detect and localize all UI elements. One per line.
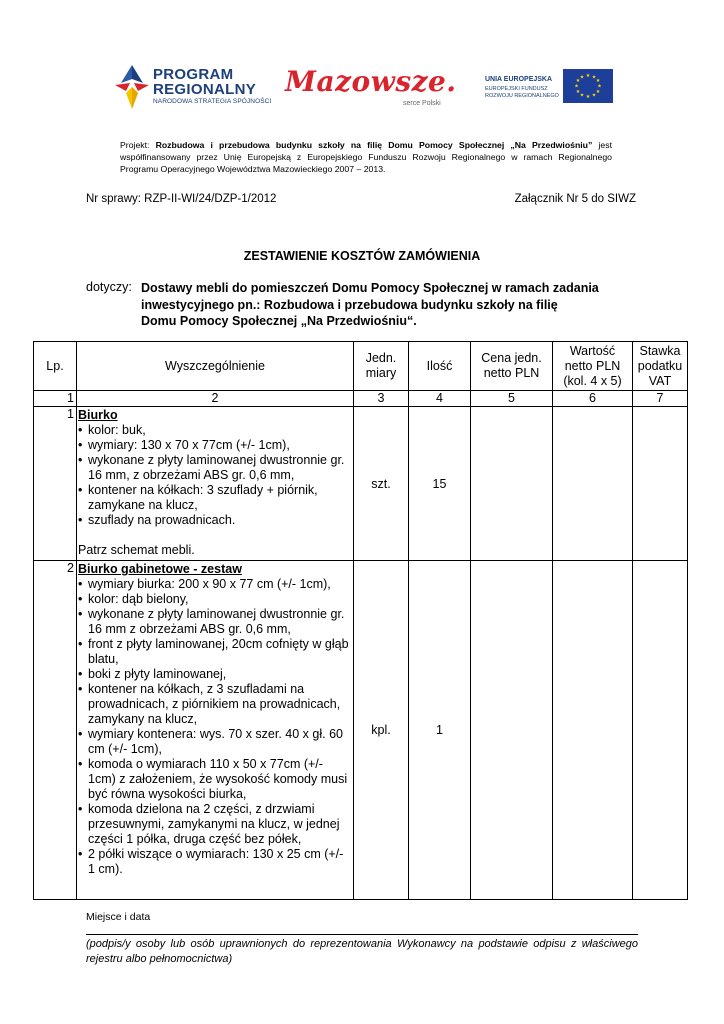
list-item: • kontener na kółkach: 3 szuflady + piórnik, zamykane na klucz, [78, 483, 353, 513]
list-item: • kolor: dąb bielony, [78, 592, 353, 607]
attachment-number: Załącznik Nr 5 do SIWZ [514, 193, 636, 205]
svg-text:★: ★ [591, 74, 597, 81]
header-lp: Lp. [34, 342, 77, 391]
concerns-line-2: inwestycyjnego pn.: Rozbudowa i przebudowa budynku szkoły na filię [141, 297, 558, 312]
program-subtitle: NARODOWA STRATEGIA SPÓJNOŚCI [153, 98, 272, 105]
svg-text:★: ★ [591, 92, 597, 99]
svg-text:★: ★ [595, 89, 601, 95]
header-unit [354, 342, 409, 391]
row-net-value [553, 407, 633, 561]
row-quantity: 1 [409, 561, 471, 900]
list-item: • wymiary: 130 x 70 x 77cm (+/- 1cm), [78, 438, 353, 453]
project-title: Rozbudowa i przebudowa budynku szkoły na filię Domu Pomocy Społecznej „Na Przedwiośniu” [155, 140, 593, 150]
item-name: Biurko gabinetowe - zestaw [78, 562, 242, 576]
concerns-line-1: Dostawy mebli do pomieszczeń Domu Pomocy Społecznej w ramach zadania [141, 281, 599, 295]
header-net-value [553, 342, 633, 391]
concerns-line-3: Domu Pomocy Społecznej „Na Przedwiośniu“. [141, 314, 417, 328]
list-item: • 2 półki wiszące o wymiarach: 130 x 25 cm (+/- 1 cm). [78, 847, 353, 877]
document-title: ZESTAWIENIE KOSZTÓW ZAMÓWIENIA [243, 249, 481, 263]
header-vat-line-2: podatku [637, 358, 683, 373]
row-vat-rate [633, 407, 688, 561]
program-regionalny-logo [113, 61, 293, 117]
row-unit: szt. [354, 407, 409, 561]
row-vat-rate [633, 561, 688, 900]
row-lp: 2 [34, 561, 77, 900]
row-net-value [553, 561, 633, 900]
list-item: • wykonane z płyty laminowanej dwustronnie gr. 16 mm z obrzeżami ABS gr. 0,6 mm, [78, 607, 353, 637]
header-quantity: Ilość [409, 342, 471, 391]
header-description: Wyszczególnienie [77, 342, 354, 391]
table-header-row [34, 342, 688, 391]
project-cofinancing: jest współfinansowany przez Unię Europejską z Europejskiego Funduszu Rozwoju Regionalnego w ramach Regionalnego Programu Operacyjnego Województwa Mazowieckiego 2007 – 2013. [120, 140, 612, 174]
eu-title: UNIA EUROPEJSKA [485, 76, 553, 83]
svg-text:★: ★ [585, 94, 591, 100]
svg-text:★: ★ [575, 89, 581, 95]
column-number: 5 [471, 391, 553, 407]
list-item: • front z płyty laminowanej, 20cm cofnięty w głąb blatu, [78, 637, 353, 667]
program-title [153, 67, 256, 97]
header-unit-line-2: miary [365, 366, 397, 380]
eu-subtitle-2: ROZWOJU REGIONALNEGO [485, 92, 559, 99]
item-name: Biurko [78, 408, 118, 422]
row-description [77, 407, 354, 561]
column-number: 3 [354, 391, 409, 407]
list-item: • wymiary kontenera: wys. 70 x szer. 40 x gł. 60 cm (+/- 1cm), [78, 727, 353, 757]
column-number: 2 [77, 391, 354, 407]
mazowsze-wordmark: Mazowsze. [285, 65, 457, 98]
svg-text:★: ★ [595, 78, 601, 84]
column-number-row [34, 391, 688, 407]
list-item: • kolor: buk, [78, 423, 353, 438]
header-value-line-3: (kol. 4 x 5) [563, 373, 622, 388]
list-item: • boki z płyty laminowanej, [78, 667, 353, 682]
header-vat-line-1: Stawka [639, 343, 681, 358]
table-row [34, 561, 688, 900]
svg-text:★: ★ [585, 73, 591, 79]
star-icon [113, 61, 151, 111]
logo-bar [85, 55, 645, 125]
header-vat-line-3: VAT [648, 373, 672, 388]
header-price-line-2: netto PLN [483, 366, 540, 380]
case-number: Nr sprawy: RZP-II-WI/24/DZP-1/2012 [86, 193, 277, 205]
project-description [120, 139, 612, 175]
row-unit-price [471, 407, 553, 561]
header-vat-rate [633, 342, 688, 391]
header-price-line-1: Cena jedn. [481, 351, 542, 365]
project-label: Projekt: [120, 140, 156, 150]
column-number: 6 [553, 391, 633, 407]
svg-text:★: ★ [597, 83, 602, 90]
signature-caption: (podpis/y osoby lub osób uprawnionych do reprezentowania Wykonawcy na podstawie odpisu z właściwego rejestru albo pełnomocnictwa) [86, 938, 638, 965]
table-row [34, 407, 688, 561]
cost-table [33, 341, 688, 900]
list-item: • komoda dzielona na 2 części, z drzwiami przesuwnymi, zamykanymi na klucz, w jednej części 1 półka, druga część bez półek, [78, 802, 353, 847]
column-number: 7 [633, 391, 688, 407]
eu-flag-icon [563, 69, 613, 103]
eu-subtitle-1: EUROPEJSKI FUNDUSZ [485, 86, 548, 92]
program-line-2: REGIONALNY [153, 81, 257, 98]
signature-line [86, 934, 638, 935]
list-item: • kontener na kółkach, z 3 szufladami na prowadnicach, z piórnikiem na prowadnicach, zamykany na klucz, [78, 682, 353, 727]
item-spec-list [78, 423, 353, 528]
column-number: 4 [409, 391, 471, 407]
row-lp: 1 [34, 407, 77, 561]
row-quantity: 15 [409, 407, 471, 561]
mazowsze-logo [285, 65, 455, 115]
item-note: Patrz schemat mebli. [78, 543, 195, 557]
concerns-label: dotyczy: [86, 280, 132, 294]
svg-text:★: ★ [579, 92, 585, 99]
eu-subtitle [485, 86, 559, 99]
svg-text:★: ★ [579, 74, 585, 81]
row-unit: kpl. [354, 561, 409, 900]
column-number: 1 [34, 391, 77, 407]
mazowsze-tagline: serce Polski [403, 100, 441, 107]
header-value-line-1: Wartość [569, 343, 616, 358]
list-item: • wykonane z płyty laminowanej dwustronnie gr. 16 mm, z obrzeżami ABS gr. 0,6 mm, [78, 453, 353, 483]
program-line-1: PROGRAM [153, 66, 234, 83]
place-and-date-label: Miejsce i data [86, 911, 151, 923]
row-unit-price [471, 561, 553, 900]
row-description [77, 561, 354, 900]
list-item: • szuflady na prowadnicach. [78, 513, 353, 528]
svg-text:★: ★ [574, 83, 579, 90]
list-item: • wymiary biurka: 200 x 90 x 77 cm (+/- 1cm), [78, 577, 353, 592]
list-item: • komoda o wymiarach 110 x 50 x 77cm (+/- 1cm) z założeniem, że wysokość komody musi być równa wysokości biurka, [78, 757, 353, 802]
header-value-line-2: netto PLN [564, 358, 621, 373]
header-unit-line-1: Jedn. [365, 351, 397, 365]
svg-text:★: ★ [575, 78, 581, 84]
concerns-text [141, 280, 636, 330]
item-spec-list [78, 577, 353, 877]
eu-logo [485, 69, 645, 113]
header-unit-price [471, 342, 553, 391]
